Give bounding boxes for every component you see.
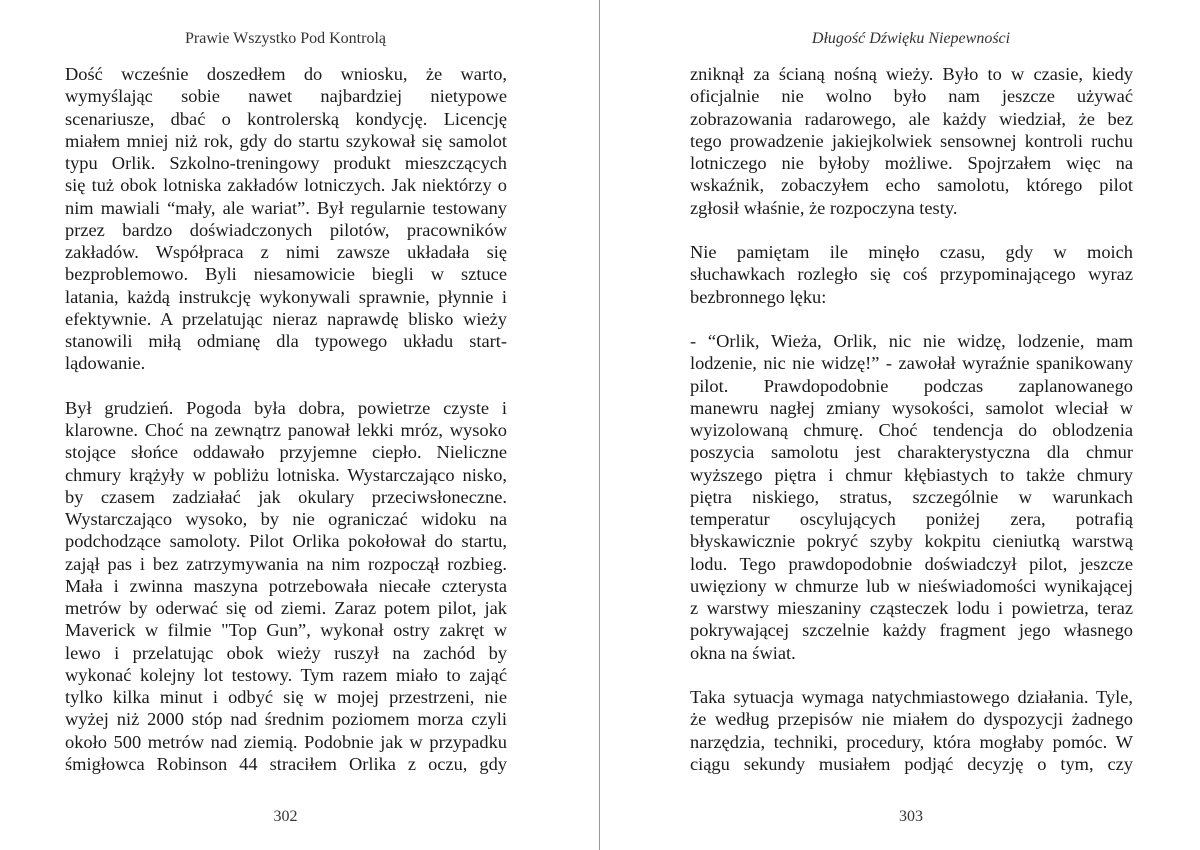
- page-number-left: 302: [273, 808, 298, 825]
- right-page: [600, 0, 1200, 850]
- text-line: narzędzia, techniki, procedury, która mogłaby pomóc. W: [690, 731, 1133, 752]
- text-line: Dość wcześnie doszedłem do wniosku, że warto,: [65, 64, 507, 84]
- text-line: Nie pamiętam ile minęło czasu, gdy w moich: [690, 242, 1133, 262]
- text-line: pilot. Prawdopodobnie podczas zaplanowanego: [690, 375, 1133, 396]
- paragraph: [690, 330, 1133, 664]
- left-page: [0, 0, 599, 850]
- paragraph: [690, 63, 1133, 219]
- paragraph: [65, 397, 507, 775]
- text-line: stojące słońce oddawało przyjemne ciepło. Nieliczne: [65, 442, 507, 463]
- right-page-body: [690, 63, 1133, 775]
- text-line: lewo i przelatując obok wieży ruszył na zachód by: [65, 642, 507, 663]
- text-line: pokrywającej szczelnie każdy fragment jego własnego: [690, 620, 1133, 641]
- text-line: chmury krążyły w pobliżu lotniska. Wystarczająco nisko,: [65, 464, 507, 485]
- text-line: efektywnie. A przelatując nieraz naprawdę blisko wieży: [65, 308, 507, 329]
- text-line: zniknął za ścianą nośną wieży. Było to w czasie, kiedy: [690, 64, 1133, 84]
- text-line: wykonać kolejny lot testowy. Tym razem miało to zająć: [65, 664, 507, 685]
- text-line: około 500 metrów nad ziemią. Podobnie jak w przypadku: [65, 731, 507, 752]
- paragraph-gap: [690, 219, 1133, 241]
- text-line: stanowili miłą odmianę dla typowego układu start-: [65, 331, 507, 351]
- text-line: Był grudzień. Pogoda była dobra, powietrze czyste i: [65, 397, 507, 418]
- text-line: - “Orlik, Wieża, Orlik, nic nie widzę, lodzenie, mam: [690, 331, 1133, 351]
- text-line: oficjalnie nie wolno było nam jeszcze używać: [690, 86, 1133, 107]
- text-line: typu Orlik. Szkolno-treningowy produkt mieszczących: [65, 153, 507, 173]
- text-line: nim mawiali “mały, ale wariat”. Był regularnie testowany: [65, 197, 507, 218]
- text-line: wyższego piętra i chmur kłębiastych to także chmury: [690, 464, 1133, 485]
- text-line: manewru nagłej zmiany wysokości, samolot wleciał w: [690, 397, 1133, 418]
- running-head-right: Długość Dźwięku Niepewności: [811, 30, 1011, 47]
- text-line: że według przepisów nie miałem do dyspozycji żadnego: [690, 709, 1133, 730]
- text-line: tego prowadzenie jakiejkolwiek sensownej kontroli ruchu: [690, 130, 1133, 151]
- paragraph: [690, 241, 1133, 308]
- text-line: metrów by oderwać się od ziemi. Zaraz potem pilot, jak: [65, 598, 507, 618]
- text-line: Mała i zwinna maszyna potrzebowała niecałe czterysta: [65, 575, 507, 596]
- text-line: lodzenie, nic nie widzę!” - zawołał wyraźnie spanikowany: [690, 353, 1133, 374]
- text-line: lodu. Tego prawdopodobnie doświadczył pilot, jeszcze: [690, 553, 1133, 574]
- text-line: ciągu sekundy musiałem podjąć decyzję o tym, czy: [690, 753, 1133, 774]
- text-line: lądowanie.: [65, 353, 146, 374]
- text-line: Maverick w filmie "Top Gun”, wykonał ostry zakręt w: [65, 620, 507, 641]
- text-line: klarowne. Choć na zewnątrz panował lekki mróz, wysoko: [65, 420, 507, 440]
- text-line: lotniczego nie byłoby możliwe. Spojrzałem więc na: [690, 153, 1133, 173]
- text-line: przez bardzo doświadczonych pilotów, pracowników: [65, 219, 507, 240]
- text-line: Taka sytuacja wymaga natychmiastowego działania. Tyle,: [690, 687, 1133, 707]
- text-line: podchodzące samoloty. Pilot Orlika pokołował do startu,: [65, 531, 507, 552]
- text-line: wyizolowaną chmurę. Choć tendencja do oblodzenia: [690, 420, 1133, 440]
- running-head-left: Prawie Wszystko Pod Kontrolą: [184, 30, 386, 47]
- text-line: miałem mniej niż rok, gdy do startu szykował się samolot: [65, 130, 507, 151]
- left-page-body: [65, 63, 507, 775]
- text-line: zakładów. Współpraca z nimi zawsze układała się: [65, 242, 507, 262]
- text-line: wskaźnik, zobaczyłem echo samolotu, którego pilot: [690, 175, 1133, 196]
- text-line: bezproblemowo. Byli niesamowicie biegli w sztuce: [65, 264, 507, 285]
- paragraph: [65, 63, 507, 375]
- paragraph: [690, 686, 1133, 775]
- paragraph-gap: [690, 308, 1133, 330]
- text-line: by czasem zadziałać jak okulary przeciwsłoneczne.: [65, 486, 507, 507]
- text-line: temperatur oscylujących poniżej zera, potrafią: [690, 509, 1133, 529]
- page-number-right: 303: [899, 808, 923, 825]
- text-line: Wystarczająco wysoko, by nie ograniczać widoku na: [65, 509, 507, 529]
- text-line: z warstwy mieszaniny cząsteczek lodu i powietrza, teraz: [690, 598, 1133, 618]
- text-line: tylko kilka minut i odbyć się w mojej przestrzeni, nie: [65, 687, 507, 707]
- text-line: zobrazowania radarowego, ale każdy wiedział, że bez: [690, 108, 1133, 129]
- text-line: błyskawicznie pokryć szyby kokpitu cieniutką warstwą: [690, 531, 1133, 552]
- text-line: okna na świat.: [690, 642, 796, 663]
- text-line: zgłosił właśnie, że rozpoczyna testy.: [690, 197, 958, 218]
- text-line: zajął pas i bez zatrzymywania na nim rozpoczął rozbieg.: [65, 553, 507, 574]
- text-line: piętra niskiego, stratus, szczególnie w warunkach: [690, 486, 1133, 507]
- text-line: latania, każdą instrukcję wykonywali sprawnie, płynnie i: [65, 286, 507, 307]
- text-line: słuchawkach rozległo się coś przypominającego wyraz: [690, 264, 1133, 285]
- paragraph-gap: [690, 664, 1133, 686]
- text-line: śmigłowca Robinson 44 straciłem Orlika z oczu, gdy: [65, 753, 507, 774]
- text-line: scenariusze, dbać o kontrolerską kondycję. Licencję: [65, 108, 507, 129]
- text-line: bezbronnego lęku:: [690, 286, 827, 307]
- text-line: wyżej niż 2000 stóp nad średnim poziomem morza czyli: [65, 709, 507, 730]
- text-line: poszycia samolotu jest charakterystyczna dla chmur: [690, 442, 1133, 463]
- paragraph-gap: [65, 375, 507, 397]
- text-line: się tuż obok lotniska zakładów lotniczych. Jak niektórzy o: [65, 175, 507, 196]
- text-line: uwięziony w chmurze lub w nieświadomości wynikającej: [690, 575, 1133, 596]
- text-line: wymyślając sobie nawet najbardziej nietypowe: [65, 86, 507, 107]
